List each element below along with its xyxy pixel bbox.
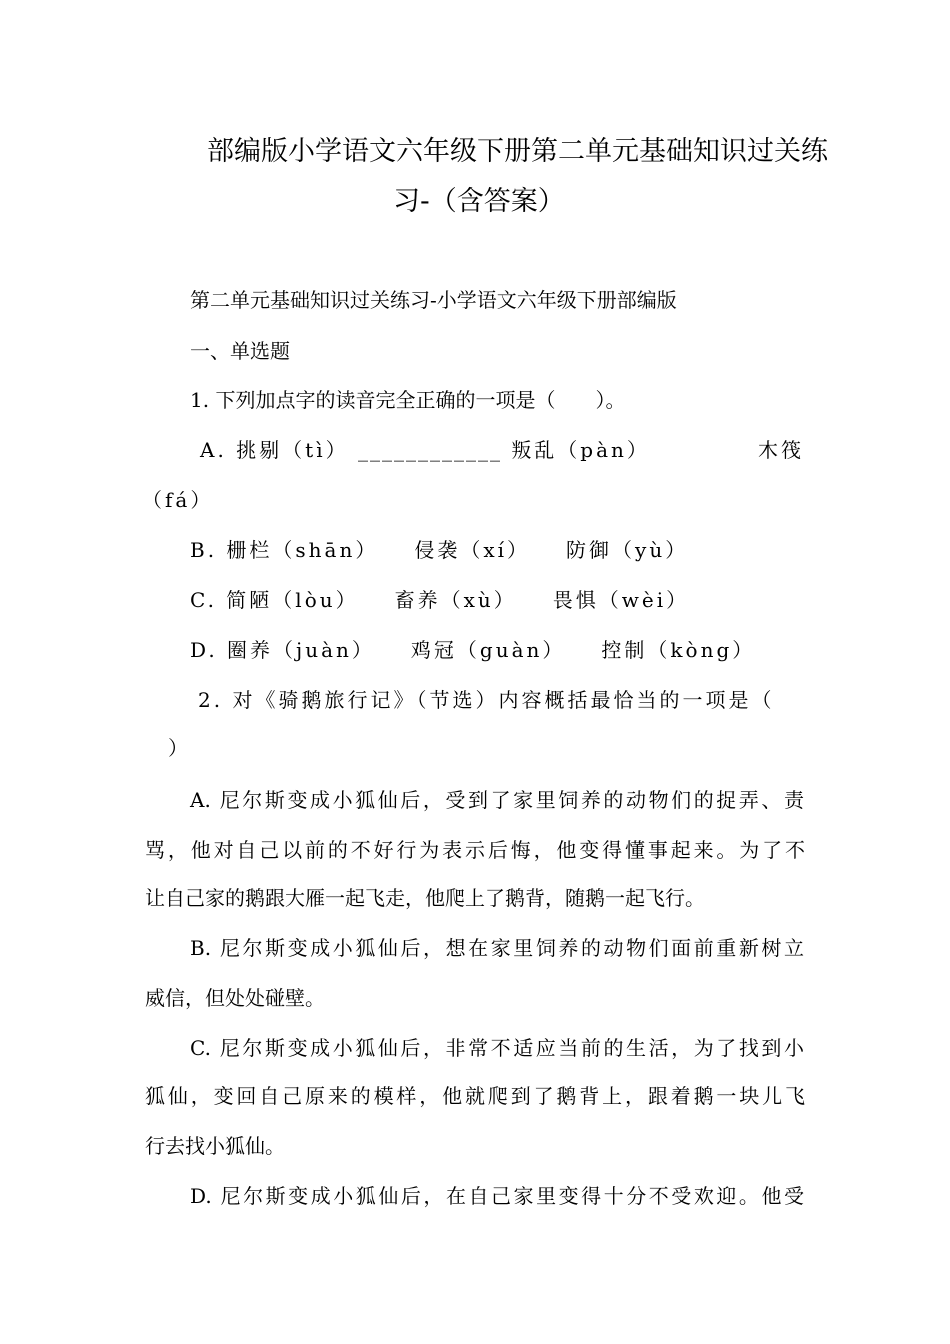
- option-a-word-3: 木筏: [758, 438, 804, 462]
- question-1-stem: 1. 下列加点字的读音完全正确的一项是（ ）。: [190, 388, 626, 412]
- question-2-option-c-line1: C. 尼尔斯变成小狐仙后，非常不适应当前的生活，为了找到小: [190, 1036, 804, 1060]
- question-2-option-d-line1: D. 尼尔斯变成小狐仙后，在自己家里变得十分不受欢迎。他受: [190, 1184, 804, 1208]
- question-2-stem-line2: ）: [168, 736, 188, 760]
- document-title-line2: 习-（含答案）: [393, 186, 565, 217]
- question-2-option-a-line2: 骂，他对自己以前的不好行为表示后悔，他变得懂事起来。为了不: [145, 838, 805, 862]
- section-heading: 一、单选题: [190, 339, 290, 363]
- question-2-stem-line1: 2. 对《骑鹅旅行记》（节选）内容概括最恰当的一项是（: [198, 688, 775, 712]
- option-a-word-1: A. 挑剔（tì）: [200, 438, 349, 462]
- question-1-option-b: B. 栅栏（shān） 侵袭（xí） 防御（yù）: [190, 538, 689, 562]
- question-2-option-b-line1: B. 尼尔斯变成小狐仙后，想在家里饲养的动物们面前重新树立: [190, 936, 804, 960]
- question-2-option-a-line1: A. 尼尔斯变成小狐仙后，受到了家里饲养的动物们的捉弄、责: [190, 788, 804, 812]
- document-subtitle: 第二单元基础知识过关练习-小学语文六年级下册部编版: [190, 288, 677, 312]
- question-2-option-c-line2: 狐仙，变回自己原来的模样，他就爬到了鹅背上，跟着鹅一块儿飞: [145, 1084, 805, 1108]
- question-1-option-d: D. 圈养（juàn） 鸡冠（guàn） 控制（kòng）: [190, 638, 756, 662]
- option-a-blank: ____________: [357, 438, 502, 462]
- question-2-option-a-line3: 让自己家的鹅跟大雁一起飞走，他爬上了鹅背，随鹅一起飞行。: [145, 886, 705, 910]
- question-1-option-a: [200, 440, 650, 460]
- option-a-word-2: 叛乱（pàn）: [511, 438, 650, 462]
- option-a-continuation: （fá）: [142, 488, 214, 512]
- question-2-option-b-line2: 威信，但处处碰壁。: [145, 986, 325, 1010]
- question-2-option-c-line3: 行去找小狐仙。: [145, 1134, 285, 1158]
- document-title-line1: 部编版小学语文六年级下册第二单元基础知识过关练: [207, 136, 828, 167]
- question-1-option-c: C. 简陋（lòu） 畜养（xù） 畏惧（wèi）: [190, 588, 690, 612]
